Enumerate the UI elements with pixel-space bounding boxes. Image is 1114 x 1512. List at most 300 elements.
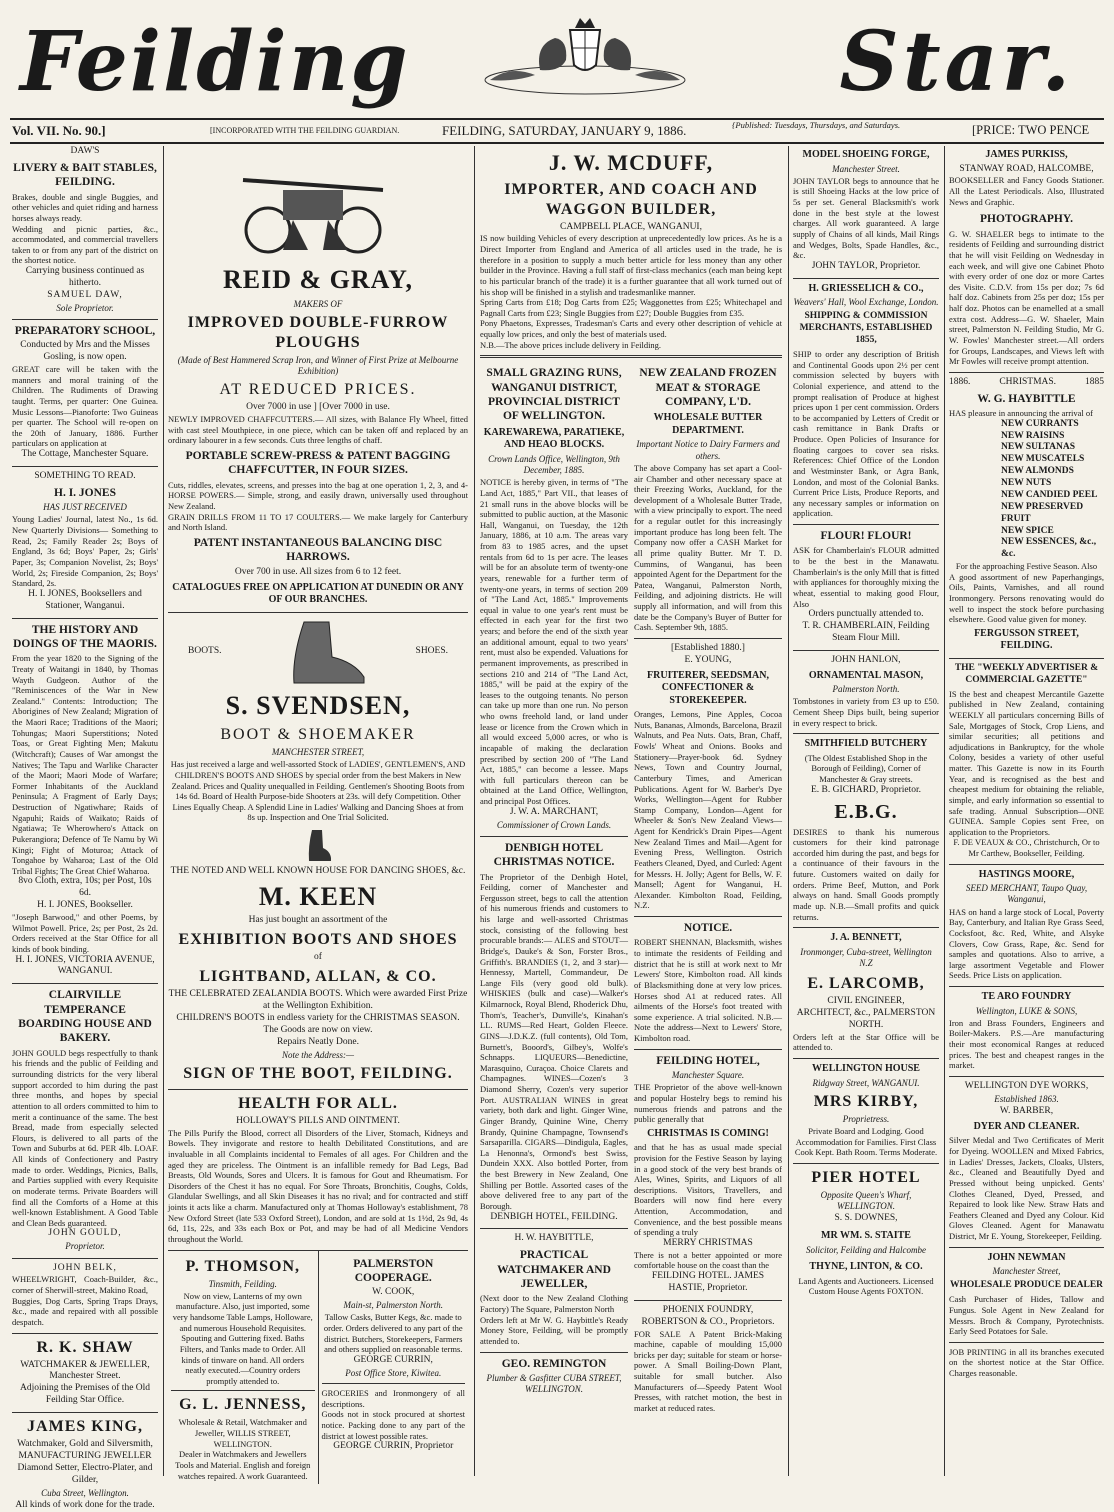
- frozen-meat-advert: [634, 366, 782, 633]
- fruit-list-item: NEW ALMONDS: [1001, 466, 1074, 477]
- advert-address: SEED MERCHANT, Taupo Quay, Wanganui,: [965, 883, 1088, 905]
- advert-name: PIER HOTEL: [811, 1168, 921, 1186]
- advert-address: Plumber & Gasfitter CUBA STREET, WELLINGTON.: [486, 1372, 622, 1395]
- model-forge-advert: [793, 149, 939, 273]
- advert-heading: WHOLESALE PRODUCE DEALER: [949, 1280, 1104, 1291]
- advert-heading: THE "WEEKLY ADVERTISER & COMMERCIAL GAZETTE": [954, 662, 1099, 685]
- advert-heading: WELLINGTON DYE WORKS,: [964, 1080, 1089, 1091]
- advert-subheading: [Established 1880.]: [671, 642, 745, 653]
- advert-address: FERGUSSON STREET, FEILDING.: [974, 627, 1079, 652]
- advert-name: REID & GRAY,: [223, 265, 413, 294]
- column-5: [949, 146, 1104, 1476]
- advert-body: ASK for Chamberlain's FLOUR admitted to be the best in the Manawatu. Chamberlain's is the only Mill that is fitted with appliances for thoroughly mixing the wheat, essential to making good Flour, Also: [793, 545, 939, 609]
- advert-address: CAMPBELL PLACE, WANGANUI,: [560, 221, 702, 232]
- advert-heading: SMITHFIELD BUTCHERY: [804, 738, 928, 750]
- incorporated-note: [INCORPORATED WITH THE FEILDING GUARDIAN.: [210, 126, 400, 135]
- advert-name: W. COOK,: [372, 1287, 415, 1298]
- advert-body: GREAT care will be taken with the manners and moral training of the Children. The Rudiments of Drawing taught. Terms, per quarter: One Guinea. Music Lessons—Pianoforte: Two Guineas per quarter. The School will re-open on the 20th of January, 1886. Further particulars on application at: [12, 364, 158, 449]
- column-3-right: [634, 363, 782, 1418]
- shaw-advert: [12, 1338, 158, 1408]
- advert-body: HAS pleasure in announcing the arrival of: [949, 408, 1093, 418]
- advert-heading: LIGHTBAND, ALLAN, & CO.: [199, 968, 437, 986]
- divider: [171, 1390, 315, 1391]
- divider: [793, 1058, 939, 1059]
- advert-name: JOHN NEWMAN: [987, 1251, 1066, 1263]
- shennan-notice: [634, 921, 782, 1044]
- advert-body: N.B.—The above prices include delivery in Feilding.: [480, 339, 662, 350]
- fruit-list: [949, 419, 1104, 562]
- advert-name: GEO. REMINGTON: [501, 1357, 607, 1370]
- advert-price: 8vo Cloth, extra, 10s; per Post, 10s 6d.: [18, 876, 152, 899]
- advert-body: DESIRES to thank his numerous customers for their kind patronage accorded him during the past, and begs for a continuance of their favours in the future. Customers waited on daily for orders. Prime Beef, Mutton, and Pork always on hand. Small Goods promptly made up. N.B.—Small profits and quick returns.: [793, 826, 939, 922]
- divider: [12, 983, 158, 984]
- advert-heading: BOOT & SHOEMAKER: [220, 726, 416, 743]
- reid-gray-advert: [168, 150, 468, 607]
- advert-body: Tombstones in variety from £3 up to £50. Cement Sheep Dips built, being superior in every respect to brick.: [793, 696, 939, 728]
- phoenix-foundry-advert: [634, 1305, 782, 1414]
- advert-body: FOR SALE A Patent Brick-Making machine, capable of moulding 15,000 bricks per day; suitable for steam or horse-power. A Small Boiling-Down Plant, suitable for small butcher. Also Manufacturers of—Speedy Patent Wool Presses, with ratchet motion, the best in market at reduced rates.: [634, 1328, 782, 1413]
- advert-body: Brakes, double and single Buggies, and other vehicles and quiet riding and harness horses always ready.: [12, 191, 158, 223]
- advert-body: Dealer in Watchmakers and Jewellers Tools and Material. English and foreign watches repaired. A work Guaranteed.: [175, 1449, 311, 1481]
- advert-heading: IMPROVED DOUBLE-FURROW PLOUGHS: [187, 313, 449, 351]
- boot-icon: [304, 828, 332, 862]
- advert-heading: PALMERSTON COOPERAGE.: [353, 1257, 434, 1284]
- advert-body: Cash Purchaser of Hides, Tallow and Fungus. Sole Agent in New Zealand for Messrs. Broch & Company, Pyrotechnists. Early Seed Potatoes for Sale.: [949, 1294, 1104, 1337]
- column-4: [793, 146, 939, 1476]
- advert-signature: H. I. JONES, VICTORIA AVENUE, WANGANUI.: [15, 954, 155, 977]
- advert-signature: JOHN TAYLOR, Proprietor.: [811, 260, 921, 271]
- divider: [12, 319, 158, 320]
- advert-body: The Proprietor of the Denbigh Hotel, Feilding, corner of Manchester and Fergusson street, begs to call the attention of his numerous friends and customers to his large and well-assorted Christmas stock, consisting of the following best procurable brands:— ALES and STOUT—Bridge's, Dauke's & Son, Forster Bros., Griffith's. BRANDIES (1, 2, and 3 star)—Hennessy, Martell, Commandeur, De Lange Fils (very good old bulk). WHISKIES (bulk and case)—Walker's Kilmarnock, Royal Blend, Rhoderick Dhu, Thom's, Teacher's, Dunville's, Kinahan's LL. RUMS—Red Heart, Golden Fleece. GINS—J.D.K.Z. (full contents), Old Tom, Burnett's, Booord's, Gilbey's, Wolfe's Schnapps. LIQUEURS—Benedictine, Marasquino, Curaçoa. Choice Clarets and Champagnes. WINES—Cozen's 3 Diamond Sherry, Cozen's very superior Port. AUSTRALIAN WINES in great variety, both dark and light. Ginger Wine, Ginger Brandy, Quinine Wine, Cherry Brandy, Quinine Champagne, Townsend's Sarsaparilla. CIGARS—Dindigula, Eagles, La Henonna's, Ormond's best Swiss, Dundein XXX. Also bottled Porter, from the best Brewery in New Zealand, One Shilling per Bottle. Assorted cases of the above delivered free to any part of the Borough.: [480, 871, 628, 1211]
- advert-name: JOHN HANLON,: [831, 654, 901, 665]
- boots-banner: [168, 617, 468, 687]
- advert-heading: WELLINGTON HOUSE: [812, 1063, 920, 1074]
- advert-name: M. KEEN: [258, 881, 378, 911]
- advert-name: H. I. JONES: [54, 486, 116, 499]
- advert-name: GEORGE CURRIN,: [353, 1354, 433, 1365]
- feilding-hotel-advert: [634, 1054, 782, 1295]
- column-rule: [163, 146, 164, 1476]
- advert-heading: HEALTH FOR ALL.: [238, 1094, 398, 1112]
- advert-name: MR WM. S. STAITE: [821, 1230, 911, 1242]
- advert-address: Opposite Queen's Wharf, WELLINGTON.: [820, 1189, 912, 1212]
- boot-illustration-icon: [264, 617, 374, 687]
- advert-body: Repairs Neatly Done.: [276, 1036, 360, 1047]
- fruit-list-item: NEW NUTS: [1001, 478, 1052, 488]
- masthead: [0, 0, 1114, 118]
- divider: [12, 1258, 158, 1259]
- advert-subheading: (The Oldest Established Shop in the Borough of Feilding), Corner of Manchester & Gray streets.: [804, 752, 928, 784]
- mcduff-advert: [480, 149, 782, 350]
- advert-body: CHILDREN'S BOOTS in endless variety for the CHRISTMAS SEASON. The Goods are now on view.: [176, 1012, 460, 1035]
- advert-body: From the year 1820 to the Signing of the Treaty of Waitangi in 1840, by Thomas Wayth Gudgeon. Author of the "Reminiscences of the War in New Zealand." Contents: Introduction; The Aborigines of New Zealand; Migration of the Maori Race; Traditions of the Maori; Tohungas; Maori Superstitions; Noted Toas, or Great Fighting Men; Makutu (Witchcraft); Causes of War amongst the Natives; The Tapu and Warlike Character of the Maori; Maori Mode of Warfare; Former Inhabitants of the Auckland Peninsula; A Fragment of Early Days; Destruction of Ngatiwhare; Raids of Ngapuhi; Raids of Waikato; Raids of Ngatiawa; Te Wherowhero's Attack on Pukerangiora; Defence of Te Namu by Wi Kingi; Fight of Moturoa; Attack of Tongahoe by Waharoa; Last of the Old Tribal Fights; The Great Chief Waharoa.: [12, 653, 158, 876]
- advert-body: NEWLY IMPROVED CHAFFCUTTERS.— All sizes, with Balance Fly Wheel, fitted with cast steel Mouthpiece, in one piece, which can be taken off and replaced by an ordinary labourer in a few seconds. Cuts three lengths of chaff.: [168, 414, 468, 446]
- newman-advert: [949, 1252, 1104, 1337]
- advert-name: J. W. MCDUFF,: [548, 150, 714, 175]
- divider: [168, 612, 468, 613]
- belk-advert: [12, 1263, 158, 1328]
- advert-name: S. SVENDSEN,: [225, 690, 411, 720]
- advert-heading: LIVERY & BAIT STABLES, FEILDING.: [13, 161, 157, 189]
- advert-body: Wedding and picnic parties, &c., accommodated, and commercial travellers taken to or from any part of the district on the shortest notice.: [12, 223, 158, 266]
- young-advert: [634, 643, 782, 911]
- divider: [480, 1228, 628, 1229]
- advert-body: CATALOGUES FREE ON APPLICATION AT DUNEDIN OR ANY OF OUR BRANCHES.: [172, 581, 464, 605]
- divider: [168, 1089, 468, 1090]
- advert-heading: PRACTICAL WATCHMAKER AND JEWELLER,: [497, 1249, 611, 1290]
- advert-body: Has just bought an assortment of the: [248, 915, 388, 926]
- divider: [480, 1352, 628, 1353]
- advert-heading: AT REDUCED PRICES.: [219, 381, 417, 399]
- advert-heading: THE HISTORY AND DOINGS OF THE MAORIS.: [13, 623, 157, 650]
- advert-name: J. A. BENNETT,: [830, 932, 902, 944]
- hanlon-advert: [793, 655, 939, 729]
- advert-body: Watchmaker, Gold and Silversmith, MANUFACTURING JEWELLER Diamond Setter, Electro-Plater, and Gilder,: [17, 1439, 153, 1485]
- banner-year: 1886.: [949, 376, 971, 387]
- advert-subheading: Manchester Square.: [671, 1070, 745, 1080]
- divider: [634, 1049, 782, 1050]
- advert-signature: FEILDING HOTEL. JAMES HASTIE, Proprietor.: [651, 1271, 765, 1293]
- divider: [793, 278, 939, 279]
- divider: [949, 1342, 1104, 1343]
- column-rule: [788, 146, 789, 1476]
- banner-label: SHOES.: [415, 645, 448, 656]
- advert-heading: PATENT INSTANTANEOUS BALANCING DISC HARROWS.: [193, 536, 443, 564]
- haybittle-grocer-advert: [949, 392, 1104, 653]
- fruit-list-item: NEW PRESERVED FRUIT: [1001, 501, 1084, 524]
- advert-address: Manchester Street,: [992, 1266, 1061, 1277]
- fruit-list-item: NEW SULTANAS: [1001, 442, 1076, 453]
- column-3: [480, 146, 782, 1476]
- advert-subheading: Tinsmith, Feilding.: [208, 1278, 277, 1289]
- advert-subheading: Wellington, LUKE & SONS,: [975, 1005, 1078, 1016]
- advert-body: Orders punctually attended to.: [808, 609, 924, 620]
- advert-signature: JOHN GOULD,: [48, 1228, 122, 1239]
- advert-body: The above Company has set apart a Cool-air Chamber and other necessary space at their Freezing Works, Auckland, for the development of a Wholesale Butter Trade, with a view principally to export. The need for a regular outlet for this increasingly important produce has long been felt. The Company now offer a CASH Market for all prime quality Butter. Mr T. D. Cummins, of Wanganui, has been appointed Agent for the Department for the Patea, Wanganui, Palmerston North, Feilding, and adjoining districts. He will supply all information, and will from this date be the Company's Buyer of Butter for Cash. September 9th, 1885.: [634, 462, 782, 633]
- advert-name: E. LARCOMB,: [807, 975, 925, 993]
- purkiss-advert: [949, 149, 1104, 207]
- divider: [12, 1412, 158, 1413]
- advert-body: THE Proprietor of the above well-known and popular Hostelry begs to remind his numerous friends and patrons and the public generally that: [634, 1082, 782, 1125]
- advert-address: Main-st, Palmerston North.: [343, 1300, 443, 1311]
- photography-advert: [949, 212, 1104, 367]
- advert-heading: ORNAMENTAL MASON,: [808, 669, 924, 681]
- christmas-banner: [949, 377, 1104, 389]
- advert-name: JOHN BELK,: [53, 1262, 117, 1273]
- advert-subheading: Conducted by Mrs and the Misses Gosling, is now open.: [20, 340, 150, 363]
- advert-subheading: WATCHMAKER & JEWELLER, Manchester Street.: [20, 1359, 150, 1382]
- advert-subheading: HOLLOWAY'S PILLS AND OINTMENT.: [236, 1115, 400, 1126]
- place-date: FEILDING, SATURDAY, JANUARY 9, 1886.: [442, 123, 687, 138]
- advert-subheading: MAKERS OF: [293, 298, 343, 309]
- advert-body: Has just received a large and well-assorted Stock of LADIES', GENTLEMEN'S, AND CHILDREN'S BOOTS AND SHOES by special order from the best Makers in New Zealand. Prices and Quality unequalled in Feilding. Gentlemen's Shooting Boots from 14s 6d. Board of Health Purpose-bide Shooters at 23s. will defy Competition. Other Lines Equally Cheap. A Splendid Line in Ladies' Walking and Dancing Shoes at from 8s up. Inspection and One Trial Solicited.: [170, 759, 466, 823]
- divider: [480, 355, 782, 358]
- jones-advert: [12, 471, 158, 613]
- masthead-title-left: Feilding: [20, 14, 410, 110]
- divider: [793, 733, 939, 734]
- advert-heading: PREPARATORY SCHOOL,: [14, 324, 156, 337]
- notice-body: NOTICE is hereby given, in terms of "The Land Act, 1885," Part VII., that leases of 21 small runs in the above blocks will be submitted to public auction, at the Masonic Hall, Wanganui, on Tuesday, the 12th January, 1886, at 10 a.m. The areas vary from 83 to 1985 acres, and the upset rentals from 6d to 1s per acre. The leases will be for an absolute term of twenty-one years, renewable for a further term of twenty-one years, in terms of section 209 of "The Land Act, 1885." Improvements equal in value to one year's rent must be effected in each year for the first two years; and before the end of the sixth year an additional amount, equal to two years' rent, must also be expended. Valuations for permanent improvements, as prescribed in sections 210 and 214 of "The Land Act, 1885," will be paid at the expiry of the leases to the outgoing tenants. No person can take up more than one run. No person who owns freehold land, or land under lease or licence from the Crown which in all would exceed 5,000 acres, or who is incapable of making the declaration prescribed by section 200 of "The Land Act, 1885," can become a lessee. Maps with full particulars thereon can be obtained at the Land Office, Wellington, and principal Post Offices.: [480, 477, 628, 806]
- remington-advert: [480, 1357, 628, 1396]
- advert-signature: Sole Proprietor.: [56, 302, 114, 313]
- advert-signature: GEORGE CURRIN, Proprietor: [333, 1441, 454, 1452]
- notice-heading: SMALL GRAZING RUNS, WANGANUI DISTRICT, PROVINCIAL DISTRICT OF WELLINGTON.: [486, 367, 622, 423]
- advert-body: SHIP to order any description of British and Continental Goods upon 2½ per cent commission selected by buyers with Colonial experience, and attend to the prompt realisation of Produce at highest prices upon 1 per cent commission. Orders to be accompanied by Letters of Credit or cash remittance in Bank Drafts or Produce. Open Policies of Insurance for floating cargoes to cover sea risks. References: Chief Office of the London and Westminster Bank, or Agra Bank, London, and most of the Colonial Banks. Current Price Lists, Produce Reports, and any necessary samples or information on application.: [793, 349, 939, 519]
- banner-title: CHRISTMAS.: [999, 376, 1057, 387]
- advert-heading: PORTABLE SCREW-PRESS & PATENT BAGGING CHAFFCUTTER, IN FOUR SIZES.: [185, 450, 451, 477]
- fruit-list-item: NEW RAISINS: [1001, 430, 1065, 441]
- divider: [793, 524, 939, 525]
- advert-body: Wholesale & Retail, Watchmaker and Jeweller, WILLIS STREET, WELLINGTON.: [178, 1417, 307, 1449]
- divider: [949, 1247, 1104, 1248]
- divider: [949, 372, 1104, 373]
- advert-name: W. G. HAYBITTLE: [977, 392, 1076, 405]
- advert-heading: EXHIBITION BOOTS AND SHOES: [178, 931, 458, 949]
- advert-subheading: (Made of Best Hammered Scrap Iron, and Winner of First Prize at Melbourne Exhibition): [177, 354, 459, 376]
- advert-name: MRS KIRBY,: [813, 1092, 919, 1110]
- fruit-list-item: NEW ESSENCES, &c., &c.: [1001, 537, 1097, 560]
- advert-name: HASTINGS MOORE,: [978, 868, 1075, 880]
- advert-body: HAS on hand a large stock of Local, Poverty Bay, Canterbury, and Italian Rye Grass Seed, Cocksfoot, &c. Red, White, and Alsyke Clovers, Cow Grass, Rape, &c. Send for samples and quotations. Also to arrive, a large assortment Vegetable and Flower Seeds. Price Lists on application.: [949, 906, 1104, 981]
- advert-body: ARCHITECT, &c., PALMERSTON NORTH.: [796, 1008, 936, 1030]
- column-3-split: [480, 363, 782, 1418]
- advert-heading: MODEL SHOEING FORGE,: [802, 149, 930, 160]
- volume-number: Vol. VII. No. 90.]: [12, 123, 106, 138]
- advert-body: GRAIN DRILLS FROM 11 TO 17 COULTERS.— We make largely for Canterbury and North Island.: [168, 511, 468, 533]
- advert-body: For the approaching Festive Season. Also: [955, 561, 1098, 572]
- plough-illustration-icon: [233, 150, 403, 260]
- advert-heading: IMPORTER, AND COACH AND WAGGON BUILDER,: [504, 180, 758, 218]
- advert-signature: SAMUEL DAW,: [47, 289, 123, 300]
- advert-heading: NEW ZEALAND FROZEN MEAT & STORAGE COMPANY, L'D.: [639, 367, 777, 408]
- divider: [949, 658, 1104, 659]
- advert-signature: S. S. DOWNES,: [834, 1213, 898, 1224]
- royal-crest-icon: [480, 10, 690, 100]
- wellington-house-advert: [793, 1063, 939, 1158]
- advert-subheading: Solicitor, Feilding and Halcombe: [806, 1244, 926, 1255]
- advert-signature: SIGN OF THE BOOT, FEILDING.: [183, 1064, 453, 1082]
- column-1: [12, 146, 158, 1510]
- king-advert: [12, 1417, 158, 1512]
- advert-heading: GROCERIES and Ironmongery of all descriptions.: [321, 1388, 465, 1409]
- te-aro-foundry-advert: [949, 991, 1104, 1071]
- column-rule: [944, 146, 945, 1476]
- denbigh-advert: [480, 841, 628, 1224]
- advert-heading: PHOENIX FOUNDRY,: [662, 1304, 754, 1315]
- keen-advert: [168, 828, 468, 1084]
- column-3-left: [480, 363, 628, 1418]
- advert-body: There is not a better appointed or more comfortable house on the coast than the: [634, 1249, 782, 1271]
- advert-heading: DYER AND CLEANER.: [973, 1120, 1080, 1132]
- thyne-advert: [793, 1261, 939, 1297]
- advert-body: JOHN TAYLOR begs to announce that he is still Shoeing Hacks at the low price of 5s per set. General Blacksmith's work done in the best style at the lowest charges. All work guaranteed. A large supply of Chains of all kinds, Mail Rings and Wedges, Bolts, Spade Handles, &c., &c.: [793, 175, 939, 261]
- notice-signature: Commissioner of Crown Lands.: [496, 819, 612, 830]
- advert-body: IS now building Vehicles of every description at unprecedentedly low prices. As he is a Direct Importer from England and America of all articles used in the trade, he is therefore in a position to supply a much better article for less money than any other builder in the Province. Having a full staff of first-class mechanics (each man being kept to his particular branch of the trade) it is a further guarantee that all work turned out of his shop will be finished in a stylish and tradesmanlike manner.: [480, 233, 782, 297]
- chamberlain-flour-advert: [793, 529, 939, 645]
- notice-subheading: KAREWAREWA, PARATIEKE, AND HEAO BLOCKS.: [483, 426, 625, 451]
- advert-body: Young Ladies' Journal, latest No., 1s 6d. New Quarterly Divisions— Something to Read, 2s; Family Reader 2s; Boys of England, 3s 6d; Boys' Paper, 2s; Girls' Paper, 3s; Companion Novelist, 2s; Boys' World, 2s; Fireside Companion, 2s; Boys' Standard, 2s.: [12, 514, 158, 589]
- divider: [793, 650, 939, 651]
- advert-name: THYNE, LINTON, & CO.: [809, 1261, 923, 1272]
- dye-works-advert: [949, 1081, 1104, 1242]
- advert-body: and that he has as usual made special provision for the Festive Season by laying in a good stock of the very best brands of Ales, Wines, Spirits, and Liquors of all descriptions. Visitors, Travellers, and Boarders will now find here every Attention, Accommodation, and Convenience, and the best possible means of spending a truly: [634, 1142, 782, 1238]
- advert-heading: CLAIRVILLE TEMPERANCE BOARDING HOUSE AND BAKERY.: [18, 989, 152, 1045]
- holloway-advert: [168, 1094, 468, 1245]
- advert-body: Tallow Casks, Butter Kegs, &c. made to order. Orders delivered to any part of the district. Butchers, Storekeepers, Farmers and others supplied on reasonable terms.: [323, 1312, 463, 1355]
- advert-body: Silver Medal and Two Certificates of Merit for Dyeing. WOOLLEN and Mixed Fabrics, in Ladies' Dresses, Jackets, Cloaks, Ulsters, &c., Cleaned and Beautifully Dyed and Pressed without being unpicked. Gents' Clothes Cleaned, Dyed, Pressed, and Repaired to look like New. Straw Hats and Feathers Cleaned and Dyed any Colour. Kid Gloves Cleaned. Agent for Manawatu District, Mr E. Young, Storekeeper, Feilding.: [949, 1135, 1104, 1241]
- notice-dateline: Crown Lands Office, Wellington, 9th December, 1885.: [488, 453, 620, 475]
- advert-body: BOOKSELLER and Fancy Goods Stationer. All the Latest Periodicals. Also, Illustrated News and Graphic.: [949, 175, 1104, 207]
- advert-subheading: Proprietress.: [842, 1113, 890, 1124]
- advert-address: Ridgway Street, WANGANUI.: [812, 1077, 920, 1088]
- notice-heading: NOTICE.: [683, 922, 733, 934]
- fruit-list-item: NEW MUSCATELS: [1001, 454, 1085, 465]
- advert-signature: T. R. CHAMBERLAIN, Feilding Steam Flour Mill.: [802, 621, 930, 643]
- small-adverts-grid: [168, 1250, 468, 1485]
- fruit-list-item: NEW CANDIED PEEL: [1001, 489, 1098, 500]
- advert-heading: CHRISTMAS IS COMING!: [647, 1127, 769, 1139]
- advert-heading: SOMETHING TO READ.: [34, 470, 136, 481]
- banner-label: BOOTS.: [188, 645, 222, 656]
- advert-subheading: ROBERTSON & CO., Proprietors.: [641, 1316, 775, 1327]
- advert-name: H. W. HAYBITTLE,: [514, 1233, 594, 1244]
- advert-body: Spring Carts from £18; Dog Carts from £25; Waggonettes from £25; Whitechapel and Pagnall Carts from £23; Single Buggies from £27; Double Buggies from £35.: [480, 297, 782, 318]
- advert-name: E. YOUNG,: [684, 654, 732, 665]
- hastings-moore-advert: [949, 869, 1104, 981]
- advert-subheading: Established 1863.: [994, 1093, 1059, 1104]
- advert-body: IS the best and cheapest Mercantile Gazette published in New Zealand, containing WEEKLY all particulars concerning Bills of Sale, Mortgages of Stock, Crop Liens, and similar securities; all petitions and adjudications in Bankruptcy, for the whole Colony, besides a variety of other useful matter. This Gazette is now in its Fourth Year, and is recognised as the best and cheapest medium for obtaining the reliable, simple, and early information so essential to safe trading. Annual Subscription—ONE GUINEA. Sample Copies sent Free, on application to the Proprietors.: [949, 688, 1104, 837]
- advert-body: All kinds of work done for the trade.: [15, 1499, 155, 1510]
- advert-name: E.B.G.: [834, 800, 898, 823]
- publication-days: {Published: Tuesdays, Thursdays, and Saturdays.: [732, 120, 901, 130]
- advert-body: "Joseph Barwood," and other Poems, by Wilmot Powell. Price, 2s; per Post, 2s 2d. Orders received at the Star Office for all kinds of book binding.: [12, 912, 158, 954]
- divider: [949, 1076, 1104, 1077]
- advert-name: P. THOMSON,: [185, 1257, 301, 1275]
- advert-title: DAW'S: [70, 146, 100, 156]
- divider: [480, 836, 628, 837]
- divider: [793, 927, 939, 928]
- smithfield-advert: [793, 738, 939, 922]
- advert-subheading: HAS JUST RECEIVED: [43, 502, 127, 513]
- advert-address: Cuba Street, Wellington.: [41, 1487, 129, 1498]
- advert-subheading: Manchester Street.: [832, 163, 900, 174]
- haybittle-watchmaker-advert: [480, 1233, 628, 1346]
- advert-body: JOB PRINTING in all its branches executed on the shortest notice at the Star Office. Charges reasonable.: [949, 1346, 1104, 1378]
- advert-body: Buggies, Dog Carts, Spring Traps Drays, &c., made and repaired with all possible despatch.: [12, 1295, 158, 1327]
- advert-signature: H. I. JONES, Booksellers and Stationer, Wanganui.: [28, 588, 142, 611]
- advert-heading: WHEELWRIGHT, Coach-Builder, &c., corner of Sherwill-street, Makino Road,: [12, 1274, 158, 1295]
- griesselich-advert: [793, 283, 939, 519]
- advert-heading: MERRY CHRISTMAS: [663, 1237, 753, 1248]
- advert-address: Palmerston North.: [832, 684, 900, 695]
- advert-heading: CIVIL ENGINEER,: [827, 996, 905, 1007]
- advert-body: Now on view, Lanterns of my own manufacture. Also, just imported, some very handsome Table Lamps, Holloware, and numerous Household Requisites. Spouting and Guttering fixed. Baths Filters, and Tanks made to Order. All kinds of tinware on hand. All orders neatly executed.—Country orders promptly attended to.: [172, 1290, 313, 1386]
- advert-body: Private Board and Lodging. Good Accommodation for Families. First Class Cook Kept. Bath Room. Terms Moderate.: [794, 1126, 938, 1158]
- masthead-title-right: Star.: [839, 14, 1074, 110]
- advert-body: G. W. SHAELER begs to intimate to the residents of Feilding and surrounding district that he will visit Feilding on Wednesday in each week, and will give one Cabinet Photo with every order of one doz or more Cartes des Visite. C.D.V. from 15s per doz; 7s 6d half doz. Cabinets from 25s per doz; 15s per half doz. Photos can be enamelled at a small extra cost. Address—G. W. Shaeler, Main street, Palmerston N. Feilding Studio, Mr G. W. Fowles' Manchester street.—All orders for Groups, Landscapes, and Views left with Mr Fowles will receive prompt attention.: [949, 228, 1104, 367]
- cooperage-advert: [318, 1251, 469, 1485]
- column-2: [168, 146, 468, 1481]
- dateline-bar: [10, 118, 1104, 144]
- advert-body: of: [314, 952, 322, 963]
- divider: [634, 1300, 782, 1301]
- preparatory-school-advert: [12, 324, 158, 461]
- advert-body: (Next door to the New Zealand Clothing Factory) The Square, Palmerston North: [480, 1293, 628, 1314]
- price: [PRICE: TWO PENCE: [972, 123, 1090, 137]
- clairville-advert: [12, 988, 158, 1252]
- daws-advert: [12, 146, 158, 314]
- advert-body: The Pills Purify the Blood, correct all Disorders of the Liver, Stomach, Kidneys and Bowels. They invigorate and restore to health Debilitated Constitutions, and are invaluable in all Complaints incidental to Females of all ages. For Children and the aged they are priceless. The Ointment is an infallible remedy for Bad Legs, Bad Breasts, Old Wounds, Sores and Ulcers. It is famous for Gout and Rheumatism. For Disorders of the Chest it has no equal. For Sore Throats, Bronchitis, Coughs, Colds, Glandular Swellings, and all Skin Diseases it has no rival; and for contracted and stiff joints it acts like a charm. Manufactured only at Thomas Holloway's establishment, 78 New Oxford Street (late 533 Oxford Street), London, and are sold at 1s 1½d, 2s 9d, 4s 6d, 11s, 22s, and 33s each Box or Pot, and may be had of all Medicine Vendors throughout the World.: [168, 1127, 468, 1244]
- advert-name: R. K. SHAW: [36, 1338, 134, 1356]
- advert-address: Ironmonger, Cuba-street, Wellington N.Z: [800, 946, 932, 968]
- advert-body: Cuts, riddles, elevates, screens, and presses into the bag at one operation 1, 2, 3, and 4-HORSE POWERS.— Simple, strong, and easily drawn, universally used throughout New Zealand.: [168, 479, 468, 511]
- advert-heading: FEILDING HOTEL,: [656, 1054, 760, 1067]
- advert-address: Weavers' Hall, Wool Exchange, London.: [793, 297, 939, 308]
- staite-advert: [793, 1230, 939, 1256]
- advert-body: Adjoining the Premises of the Old Feilding Star Office.: [19, 1383, 151, 1406]
- advert-body: Orders left at the Star Office will be attended to.: [793, 1031, 939, 1053]
- advert-name: TE ARO FOUNDRY: [981, 991, 1072, 1002]
- grazing-runs-notice: [480, 366, 628, 831]
- advert-address: Post Office Store, Kiwitea.: [345, 1367, 442, 1378]
- column-rule: [474, 146, 475, 1476]
- divider: [12, 618, 158, 619]
- advert-signature: DENBIGH HOTEL, FEILDING.: [490, 1211, 618, 1222]
- thomson-advert: [168, 1251, 318, 1485]
- advert-subheading: Important Notice to Dairy Farmers and others.: [636, 439, 780, 461]
- divider: [12, 466, 158, 467]
- advert-body: A good assortment of new Paperhangings, Oils, Paints, Varnishes, and all round Ironmongery. Persons renovating would do well to inspect the stock before purchasing elsewhere. Good value given for money.: [949, 571, 1104, 625]
- divider: [949, 986, 1104, 987]
- notice-signature: J. W. A. MARCHANT,: [509, 806, 599, 817]
- divider: [322, 1383, 466, 1384]
- advert-name: JAMES PURKISS,: [985, 149, 1068, 160]
- advert-signature: H. I. JONES, Bookseller.: [37, 900, 133, 911]
- advert-body: Iron and Brass Founders, Engineers and Boiler-Makers. P.S.—Are manufacturing their most economical Ranges at reduced prices. The best and cheapest ranges in the market.: [949, 1017, 1104, 1071]
- advert-heading: SHIPPING & COMMISSION MERCHANTS, ESTABLISHED 1855,: [799, 311, 933, 346]
- advert-body: Note the Address:—: [282, 1049, 354, 1060]
- divider: [793, 1163, 939, 1164]
- advert-signature: F. DE VEAUX & CO., Christchurch, Or to Mr Carthew, Bookseller, Feilding.: [953, 837, 1100, 858]
- advert-body: Over 700 in use. All sizes from 6 to 12 feet.: [234, 566, 402, 577]
- advert-address: STANWAY ROAD, HALCOMBE,: [959, 163, 1094, 174]
- advert-body: JOHN GOULD begs respectfully to thank his friends and the public of Feilding and surrounding districts for the very liberal support accorded to him during the past three months, and hopes by special attention to all orders committed to him to merit a continuance of the same. The best Bread, made from especially selected Flours, is delivered to all parts of the Town and Suburbs at 6d. PER 4lb. LOAF. All kinds of Confectionery and Pastry made to order. Weddings, Picnics, Balls, and Parties supplied with every Requisite on moderate terms. Private Boarders will find all the Comforts of a Home at this well-known Establishment. A Good Table and Clean Beds guaranteed.: [12, 1047, 158, 1228]
- notice-body: ROBERT SHENNAN, Blacksmith, wishes to intimate the residents of Feilding and district that he is still at work next to Mr Lewers' Store, Kimbolton road. All kinds of Blacksmithing done at very low prices. Horses shod A1 at reduced rates. All ailments of the Horse's foot treated with some experience. A trial solicited. N.B.—Note the address—Next to Lewers' Store, Kimbolton road.: [634, 937, 782, 1043]
- advert-body: Goods not in stock procured at shortest notice. Packing done to any part of the district at lowest possible rates.: [321, 1409, 465, 1441]
- bennett-advert: [793, 932, 939, 969]
- banner-year: 1885: [1085, 376, 1104, 387]
- divider: [12, 1333, 158, 1334]
- advert-heading: PHOTOGRAPHY.: [980, 213, 1073, 226]
- divider: [634, 638, 782, 639]
- fruit-list-item: NEW CURRANTS: [1001, 418, 1079, 429]
- advert-name: JAMES KING,: [27, 1418, 143, 1435]
- advert-body: Land Agents and Auctioneers. Licensed Custom House Agents FOXTON.: [798, 1275, 934, 1297]
- advert-body: Carrying business continued as hitherto.: [25, 266, 145, 288]
- divider: [634, 916, 782, 917]
- divider: [949, 864, 1104, 865]
- advert-name: G. L. JENNESS,: [179, 1396, 307, 1414]
- advert-subheading: WHOLESALE BUTTER DEPARTMENT.: [653, 412, 763, 436]
- advert-body: THE CELEBRATED ZEALANDIA BOOTS. Which were awarded First Prize at the Wellington Exhibition.: [168, 989, 468, 1011]
- gazette-advert: [949, 663, 1104, 859]
- advert-signature: Proprietor.: [65, 1241, 105, 1252]
- pier-hotel-advert: [793, 1168, 939, 1225]
- advert-subheading: THE NOTED AND WELL KNOWN HOUSE FOR DANCING SHOES, &c.: [170, 866, 466, 876]
- fruit-list-item: NEW SPICE: [1001, 525, 1054, 536]
- maori-history-advert: [12, 623, 158, 979]
- advert-body: Over 7000 in use ] [Over 7000 in use.: [246, 402, 390, 413]
